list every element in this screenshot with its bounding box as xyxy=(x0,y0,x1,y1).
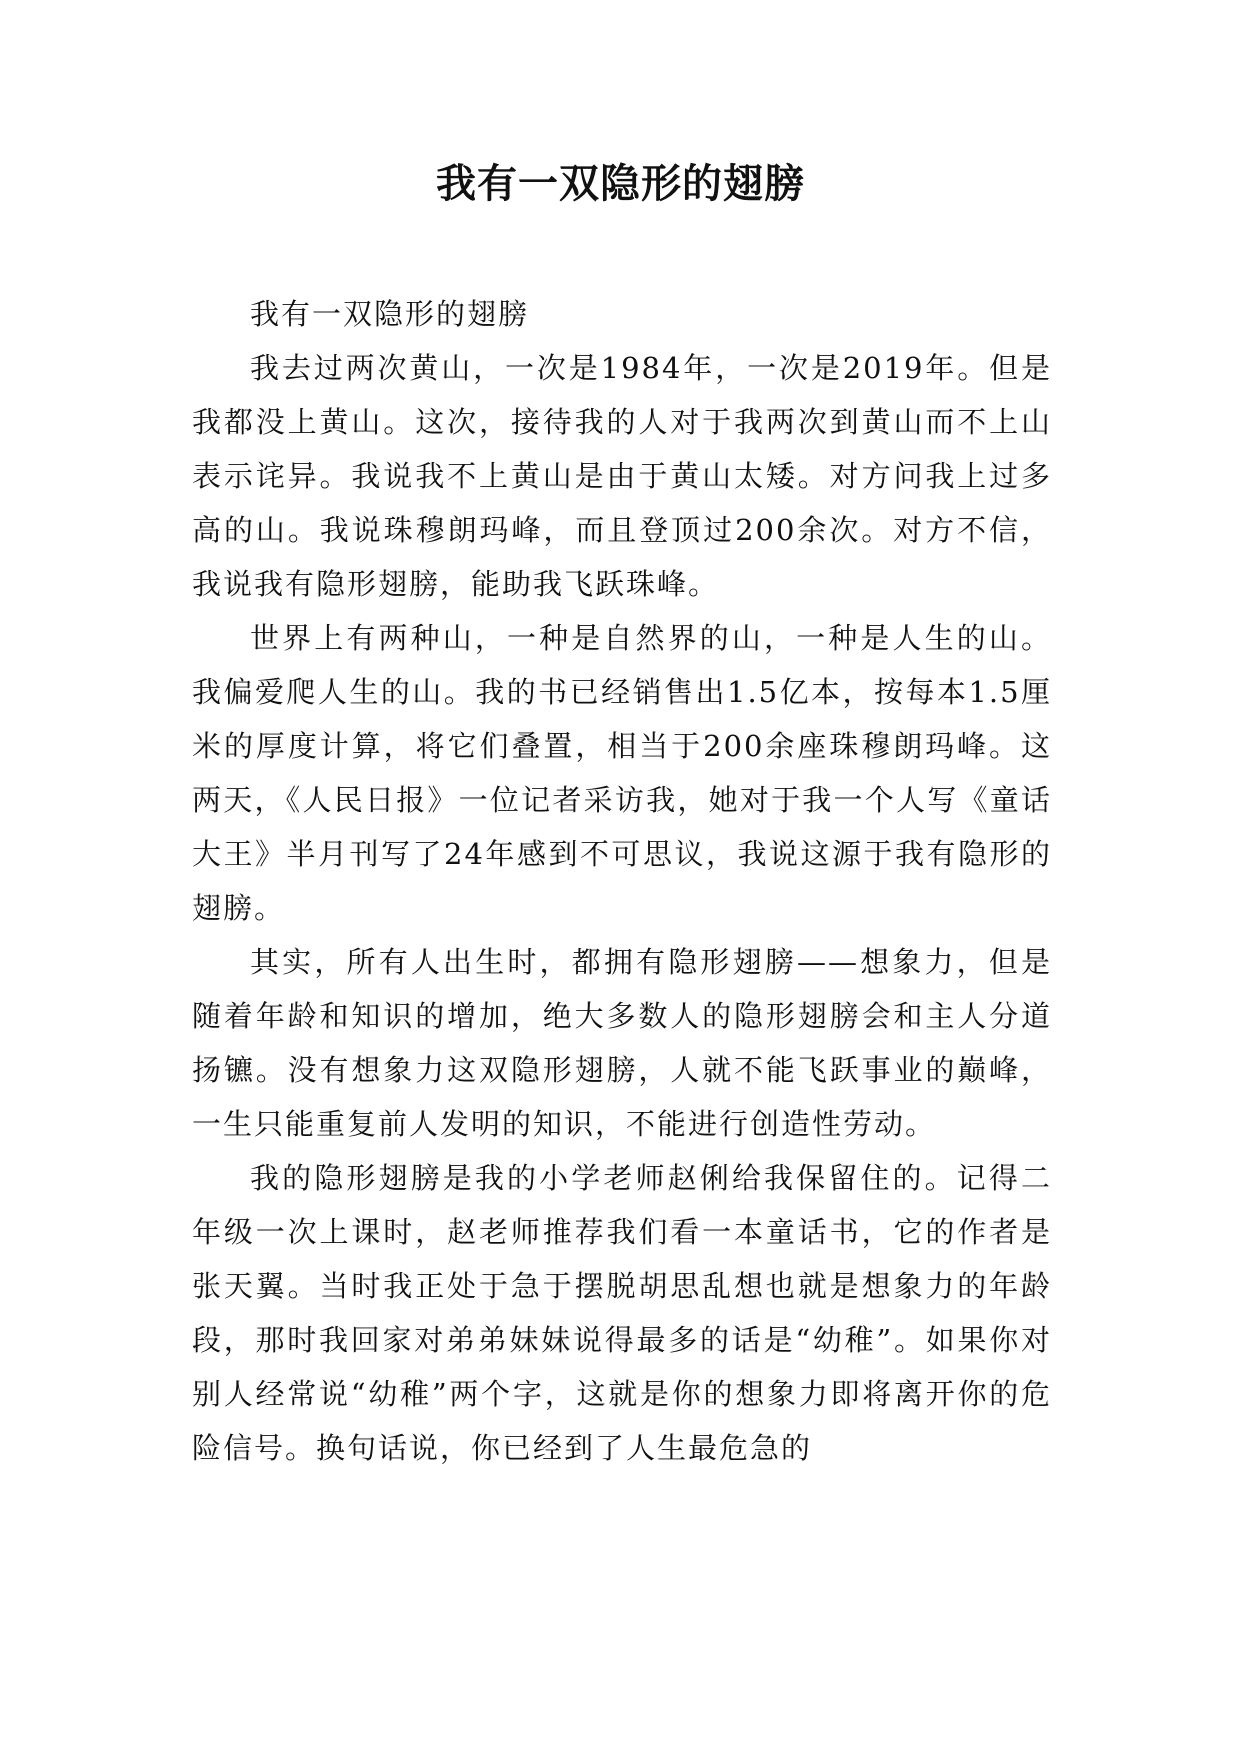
body-paragraph: 我去过两次黄山，一次是1984年，一次是2019年。但是我都没上黄山。这次，接待我的人对于我两次到黄山而不上山表示诧异。我说我不上黄山是由于黄山太矮。对方问我上过多高的山。我说珠穆朗玛峰，而且登顶过200余次。对方不信，我说我有隐形翅膀，能助我飞跃珠峰。 xyxy=(192,351,1052,601)
body-paragraph: 我的隐形翅膀是我的小学老师赵俐给我保留住的。记得二年级一次上课时，赵老师推荐我们看一本童话书，它的作者是张天翼。当时我正处于急于摆脱胡思乱想也就是想象力的年龄段，那时我回家对弟弟妹妹说得最多的话是“幼稚”。如果你对别人经常说“幼稚”两个字，这就是你的想象力即将离开你的危险信号。换句话说，你已经到了人生最危急的 xyxy=(192,1161,1052,1465)
subtitle-paragraph: 我有一双隐形的翅膀 xyxy=(250,297,530,331)
document-title: 我有一双隐形的翅膀 xyxy=(436,160,805,207)
body-paragraph: 世界上有两种山，一种是自然界的山，一种是人生的山。我偏爱爬人生的山。我的书已经销售出1.5亿本，按每本1.5厘米的厚度计算，将它们叠置，相当于200余座珠穆朗玛峰。这两天，《人民日报》一位记者采访我，她对于我一个人写《童话大王》半月刊写了24年感到不可思议，我说这源于我有隐形的翅膀。 xyxy=(192,621,1052,925)
body-paragraph: 其实，所有人出生时，都拥有隐形翅膀——想象力，但是随着年龄和知识的增加，绝大多数人的隐形翅膀会和主人分道扬镳。没有想象力这双隐形翅膀，人就不能飞跃事业的巅峰，一生只能重复前人发明的知识，不能进行创造性劳动。 xyxy=(192,945,1052,1141)
document-body xyxy=(192,287,1052,1475)
